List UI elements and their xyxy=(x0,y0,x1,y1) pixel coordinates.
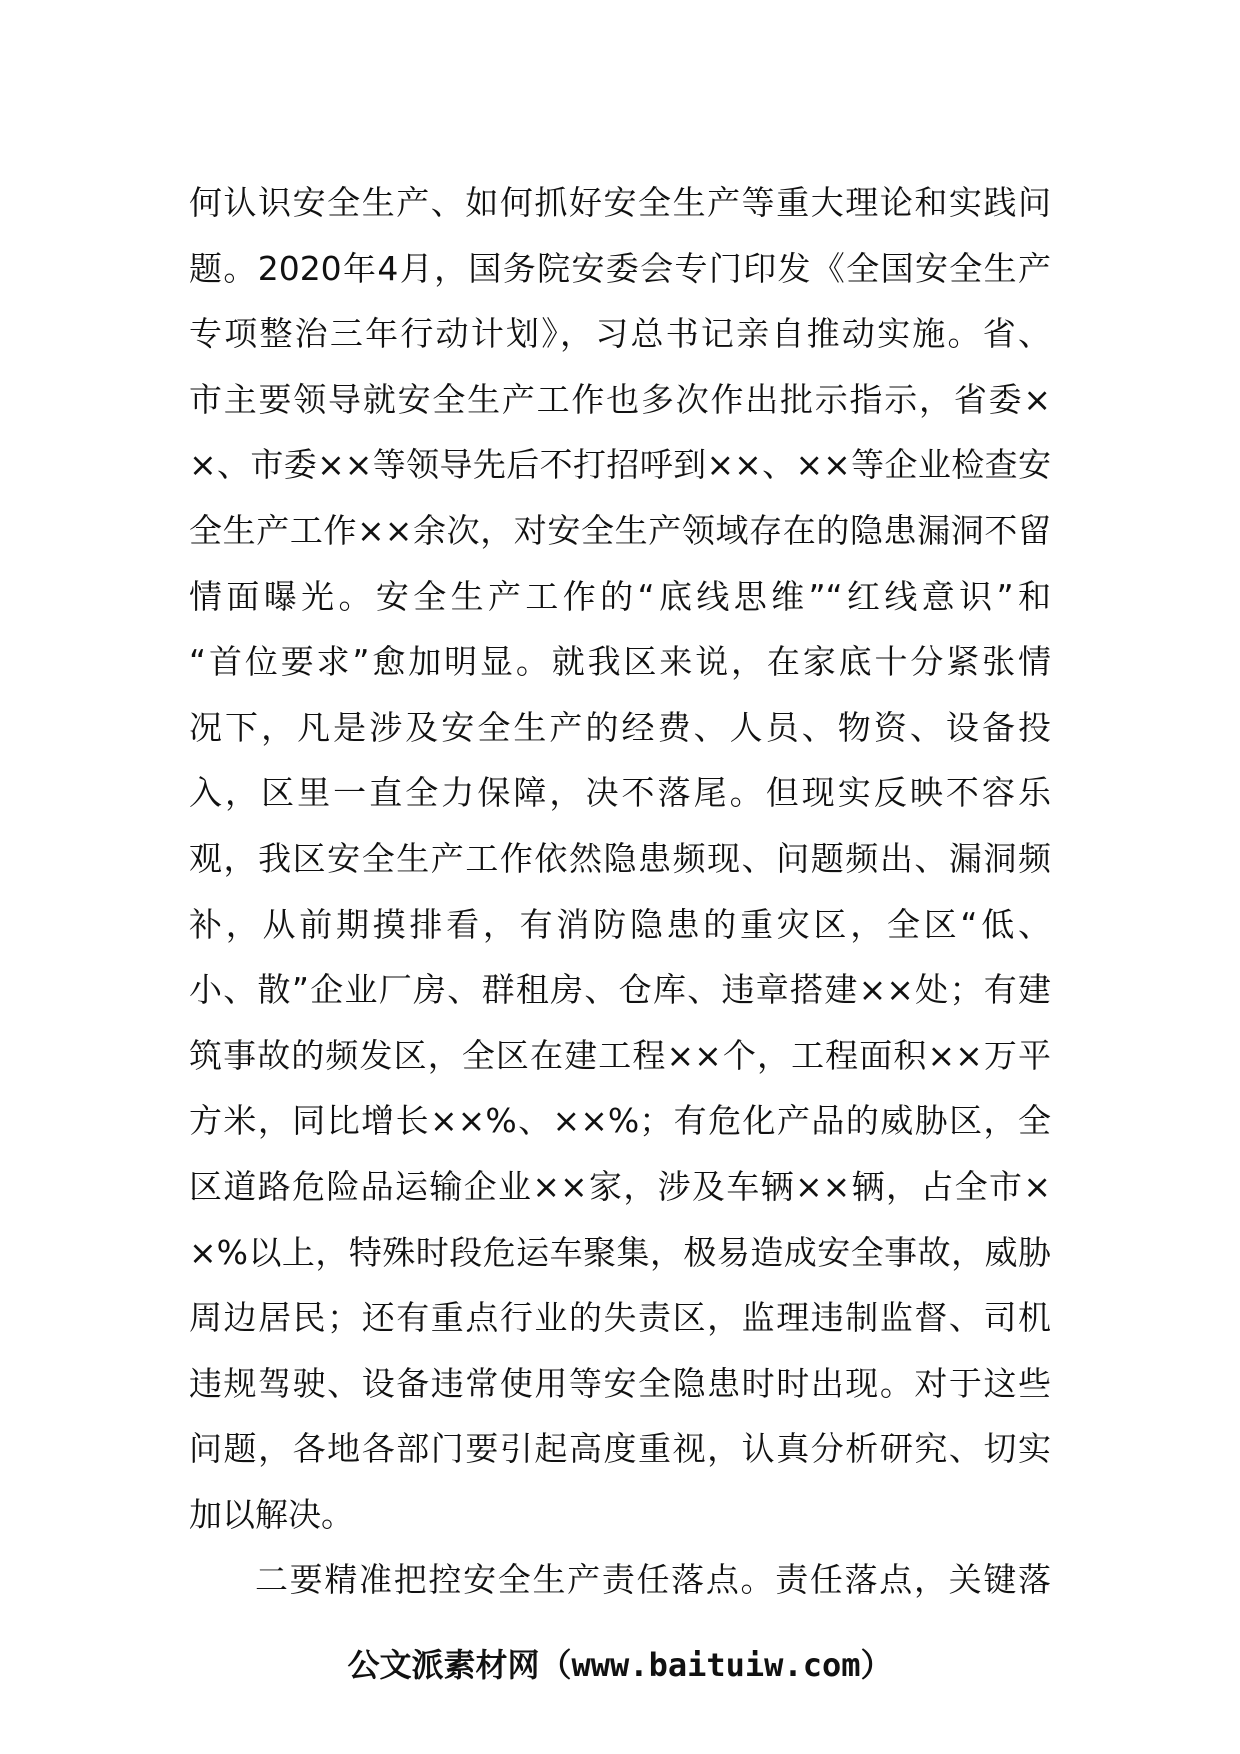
body-text-line: 小、散”企业厂房、群租房、仓库、违章搭建××处；有建 xyxy=(189,970,1051,1010)
body-text-line: 何认识安全生产、如何抓好安全生产等重大理论和实践问 xyxy=(189,183,1051,222)
body-text-line: ×%以上，特殊时段危运车聚集，极易造成安全事故，威胁 xyxy=(189,1232,1051,1272)
footer-url: （www.baituiw.com） xyxy=(539,1646,893,1684)
body-text-line: 周边居民；还有重点行业的失责区，监理违制监督、司机 xyxy=(189,1298,1051,1338)
document-body xyxy=(189,170,1051,1613)
body-text-line: “首位要求”愈加明显。就我区来说，在家底十分紧张情 xyxy=(189,642,1051,682)
body-text-line: 补，从前期摸排看，有消防隐患的重灾区，全区“低、 xyxy=(189,904,1051,944)
body-text-line: ×、市委××等领导先后不打招呼到××、××等企业检查安 xyxy=(189,445,1051,485)
body-text-line: 入，区里一直全力保障，决不落尾。但现实反映不容乐 xyxy=(189,773,1051,813)
body-text-line: 全生产工作××余次，对安全生产领域存在的隐患漏洞不留 xyxy=(189,510,1051,550)
body-text-line: 况下，凡是涉及安全生产的经费、人员、物资、设备投 xyxy=(189,707,1051,747)
footer-site-name: 公文派素材网 xyxy=(347,1646,540,1684)
body-text-line: 专项整治三年行动计划》，习总书记亲自推动实施。省、 xyxy=(189,314,1051,354)
body-text-line: 问题，各地各部门要引起高度重视，认真分析研究、切实 xyxy=(189,1429,1051,1469)
body-text-line: 违规驾驶、设备违常使用等安全隐患时时出现。对于这些 xyxy=(189,1363,1051,1403)
body-text-line: 区道路危险品运输企业××家，涉及车辆××辆，占全市× xyxy=(189,1166,1051,1206)
body-text-line: 题。2020年4月，国务院安委会专门印发《全国安全生产 xyxy=(189,248,1051,288)
body-text-line: 情面曝光。安全生产工作的“底线思维”“红线意识”和 xyxy=(189,576,1051,616)
body-text-line: 加以解决。 xyxy=(189,1494,354,1534)
body-text-line: 市主要领导就安全生产工作也多次作出批示指示，省委× xyxy=(189,379,1051,419)
body-text-line: 方米，同比增长××%、××%；有危化产品的威胁区，全 xyxy=(189,1101,1051,1141)
body-text-line: 观，我区安全生产工作依然隐患频现、问题频出、漏洞频 xyxy=(189,838,1051,878)
page-footer xyxy=(0,1640,1240,1686)
body-text-line: 筑事故的频发区，全区在建工程××个，工程面积××万平 xyxy=(189,1035,1051,1075)
paragraph-start-line: 二要精准把控安全生产责任落点。责任落点，关键落 xyxy=(255,1560,1051,1600)
